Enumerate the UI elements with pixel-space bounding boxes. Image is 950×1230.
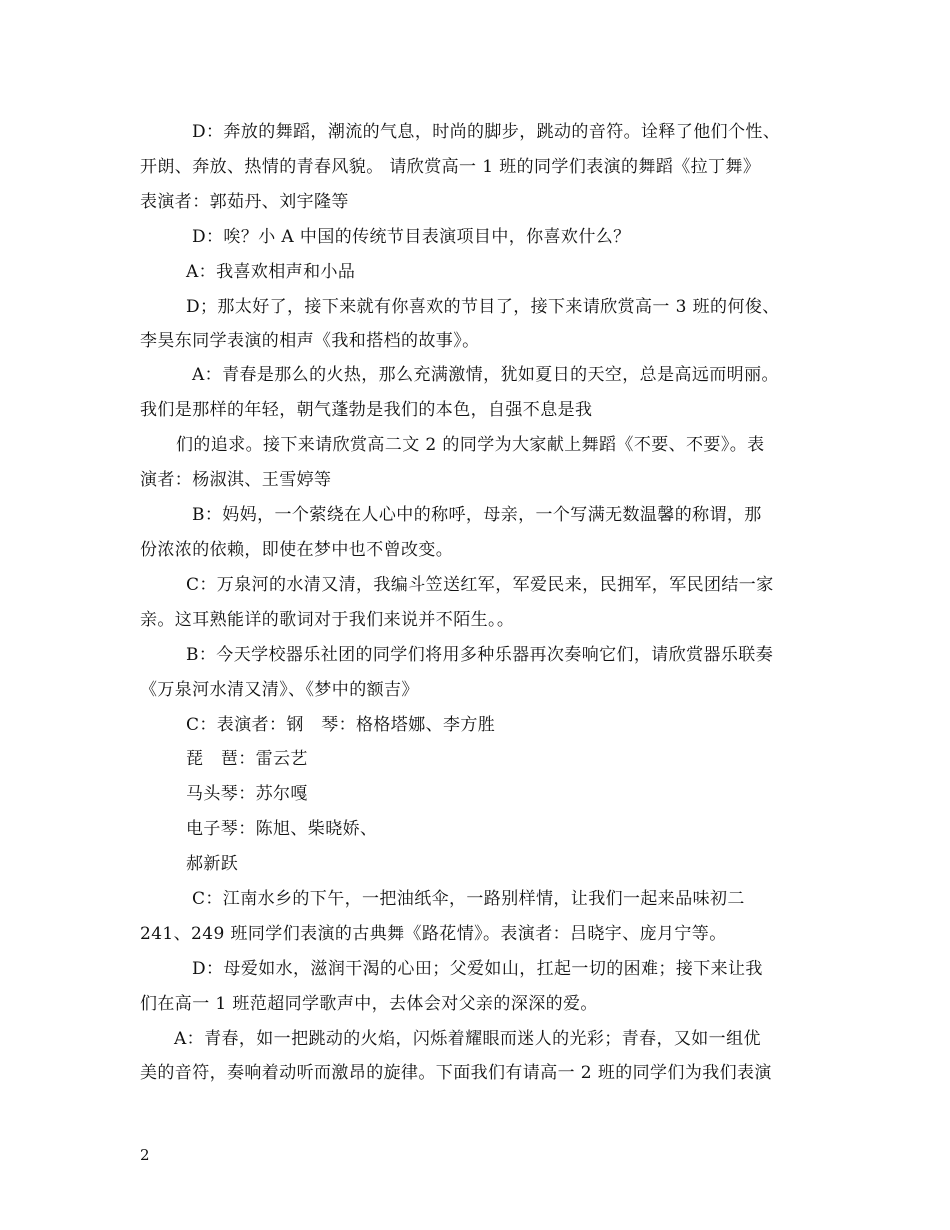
text-line: D：唉？小 A 中国的传统节目表演项目中，你喜欢什么？ bbox=[192, 227, 631, 247]
page-number: 2 bbox=[140, 1146, 150, 1164]
text-line: 琵 琶：雷云艺 bbox=[186, 749, 308, 769]
text-line: 演者：杨淑淇、王雪婷等 bbox=[140, 470, 332, 490]
text-line: 美的音符，奏响着动听而激昂的旋律。下面我们有请高一 2 班的同学们为我们表演 bbox=[140, 1063, 772, 1083]
text-line: A：青春是那么的火热，那么充满激情，犹如夏日的天空，总是高远而明丽。 bbox=[192, 365, 779, 385]
text-line: 开朗、奔放、热情的青春风貌。 请欣赏高一 1 班的同学们表演的舞蹈《拉丁舞》 bbox=[140, 157, 761, 177]
text-line: C：江南水乡的下午，一把油纸伞，一路别样情，让我们一起来品味初二 bbox=[192, 889, 745, 909]
text-line: 电子琴：陈旭、柴晓娇、 bbox=[186, 819, 378, 839]
text-line: C：万泉河的水清又清，我编斗笠送红军，军爱民来，民拥军，军民团结一家 bbox=[186, 575, 774, 595]
text-line: 李昊东同学表演的相声《我和搭档的故事》。 bbox=[140, 331, 480, 351]
text-line: 们在高一 1 班范超同学歌声中，去体会对父亲的深深的爱。 bbox=[140, 994, 598, 1014]
text-line: B：今天学校器乐社团的同学们将用多种乐器再次奏响它们，请欣赏器乐联奏 bbox=[186, 645, 774, 665]
text-line: 郝新跃 bbox=[186, 854, 239, 874]
text-line: D：母爱如水，滋润干渴的心田；父爱如山，扛起一切的困难；接下来让我 bbox=[192, 959, 763, 979]
text-line: B：妈妈，一个萦绕在人心中的称呼，母亲，一个写满无数温馨的称谓，那 bbox=[192, 505, 762, 525]
text-line: 亲。这耳熟能详的歌词对于我们来说并不陌生。。 bbox=[140, 610, 515, 630]
text-line: 马头琴：苏尔嘎 bbox=[186, 784, 308, 804]
text-line: 们的追求。接下来请欣赏高二文 2 的同学为大家献上舞蹈《不要、不要》。表 bbox=[176, 435, 765, 455]
text-line: 241、249 班同学们表演的古典舞《路花情》。表演者：吕晓宇、庞月宁等。 bbox=[140, 924, 727, 944]
text-line: A：我喜欢相声和小品 bbox=[186, 262, 356, 282]
text-line: 表演者：郭茹丹、刘宇隆等 bbox=[140, 192, 349, 212]
text-line: 份浓浓的依赖，即使在梦中也不曾改变。 bbox=[140, 540, 454, 560]
text-line: D；那太好了，接下来就有你喜欢的节目了，接下来请欣赏高一 3 班的何俊、 bbox=[186, 297, 780, 317]
text-line: C：表演者：钢 琴：格格塔娜、李方胜 bbox=[186, 715, 496, 735]
text-line: 我们是那样的年轻，朝气蓬勃是我们的本色，自强不息是我 bbox=[140, 400, 593, 420]
text-line: D：奔放的舞蹈，潮流的气息，时尚的脚步，跳动的音符。诠释了他们个性、 bbox=[192, 122, 781, 142]
text-line: A：青春，如一把跳动的火焰，闪烁着耀眼而迷人的光彩；青春，又如一组优 bbox=[174, 1029, 761, 1049]
text-line: 《万泉河水清又清》、《梦中的额吉》 bbox=[140, 680, 419, 700]
